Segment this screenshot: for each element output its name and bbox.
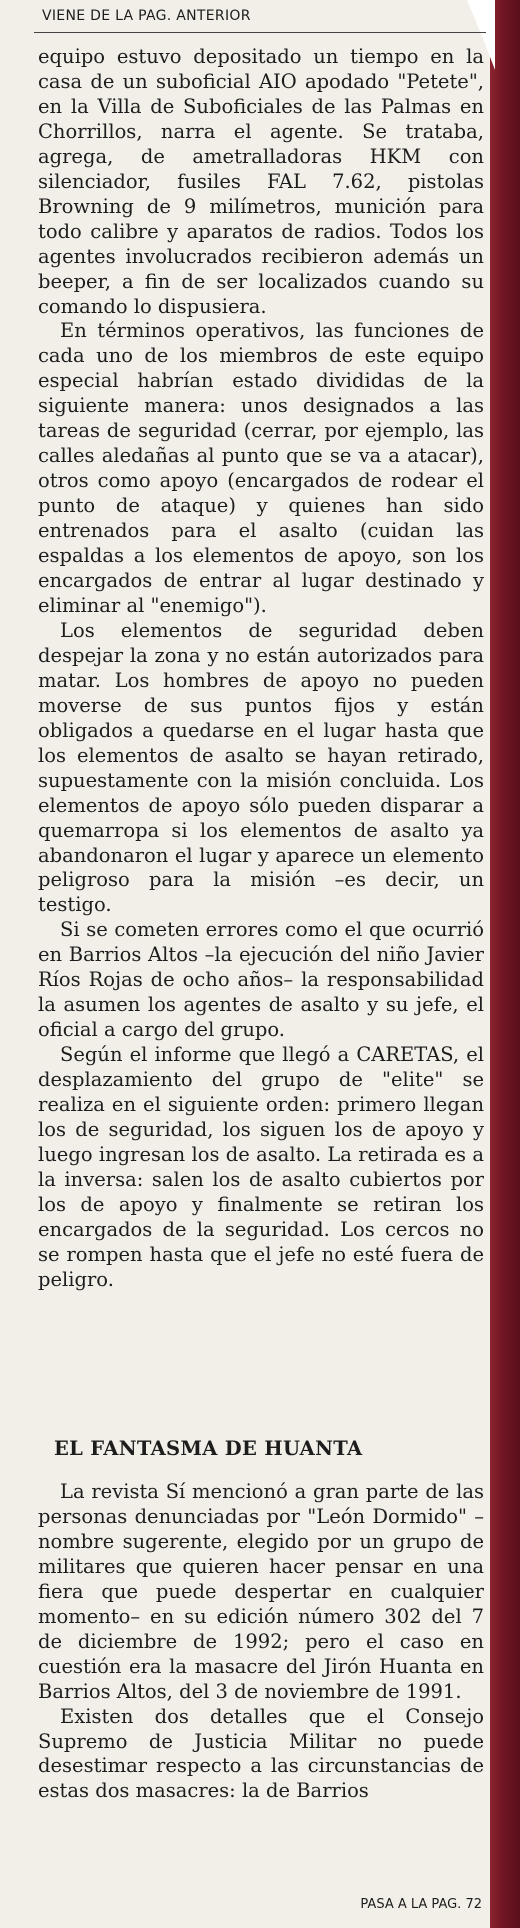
continued-from-label: VIENE DE LA PAG. ANTERIOR (42, 8, 251, 24)
header-divider (34, 32, 486, 33)
section-heading: EL FANTASMA DE HUANTA (54, 1437, 363, 1460)
magazine-page-edge (490, 0, 520, 1928)
continued-on-label: PASA A LA PAG. 72 (360, 1897, 482, 1912)
article-body-section-2 (38, 1480, 484, 1804)
paragraph: Existen dos detalles que el Consejo Supremo de Justicia Militar no puede desestimar respecto a las circunstancias de estas dos masacres: la de Barrios (38, 1704, 484, 1803)
paragraph: La revista Sí mencionó a gran parte de las personas denunciadas por "León Dormido" –nombre sugerente, elegido por un grupo de militares que quieren hacer pensar en una fiera que puede despertar en cualquier momento– en su edición número 302 del 7 de diciembre de 1992; pero el caso en cuestión era la masacre del Jirón Huanta en Barrios Altos, del 3 de noviembre de 1991. (38, 1480, 484, 1703)
paragraph: Si se cometen errores como el que ocurrió en Barrios Altos –la ejecución del niño Javier Ríos Rojas de ocho años– la responsabilidad la asumen los agentes de asalto y su jefe, el oficial a cargo del grupo. (38, 918, 484, 1042)
paragraph: Los elementos de seguridad deben despejar la zona y no están autorizados para matar. Los hombres de apoyo no pueden moverse de sus puntos fijos y están obligados a quedarse en el lugar hasta que los elementos de asalto se hayan retirado, supuestamente con la misión concluida. Los elementos de apoyo sólo pueden disparar a quemarropa si los elementos de asalto ya abandonaron el lugar y aparece un elemento peligroso para la misión –es decir, un testigo. (38, 618, 484, 917)
article-column (34, 0, 486, 1928)
paragraph: En términos operativos, las funciones de cada uno de los miembros de este equipo especial habrían estado divididas de la siguiente manera: unos designados a las tareas de seguridad (cerrar, por ejemplo, las calles aledañas al punto que se va a atacar), otros como apoyo (encargados de rodear el punto de ataque) y quienes han sido entrenados para el asalto (cuidan las espaldas a los elementos de apoyo, son los encargados de entrar al lugar destinado y eliminar al "enemigo"). (38, 319, 484, 617)
article-body-section-1 (38, 45, 484, 1293)
paragraph: equipo estuvo depositado un tiempo en la casa de un suboficial AIO apodado "Petete", en la Villa de Suboficiales de las Palmas en Chorrillos, narra el agente. Se trataba, agrega, de ametralladoras HKM con silenciador, fusiles FAL 7.62, pistolas Browning de 9 milímetros, munición para todo calibre y aparatos de radios. Todos los agentes involucrados recibieron además un beeper, a fin de ser localizados cuando su comando lo dispusiera. (38, 45, 484, 318)
paragraph: Según el informe que llegó a CARETAS, el desplazamiento del grupo de "elite" se realiza en el siguiente orden: primero llegan los de seguridad, los siguen los de apoyo y luego ingresan los de asalto. La retirada es a la inversa: salen los de asalto cubiertos por los de apoyo y finalmente se retiran los encargados de la seguridad. Los cercos no se rompen hasta que el jefe no esté fuera de peligro. (38, 1043, 484, 1291)
